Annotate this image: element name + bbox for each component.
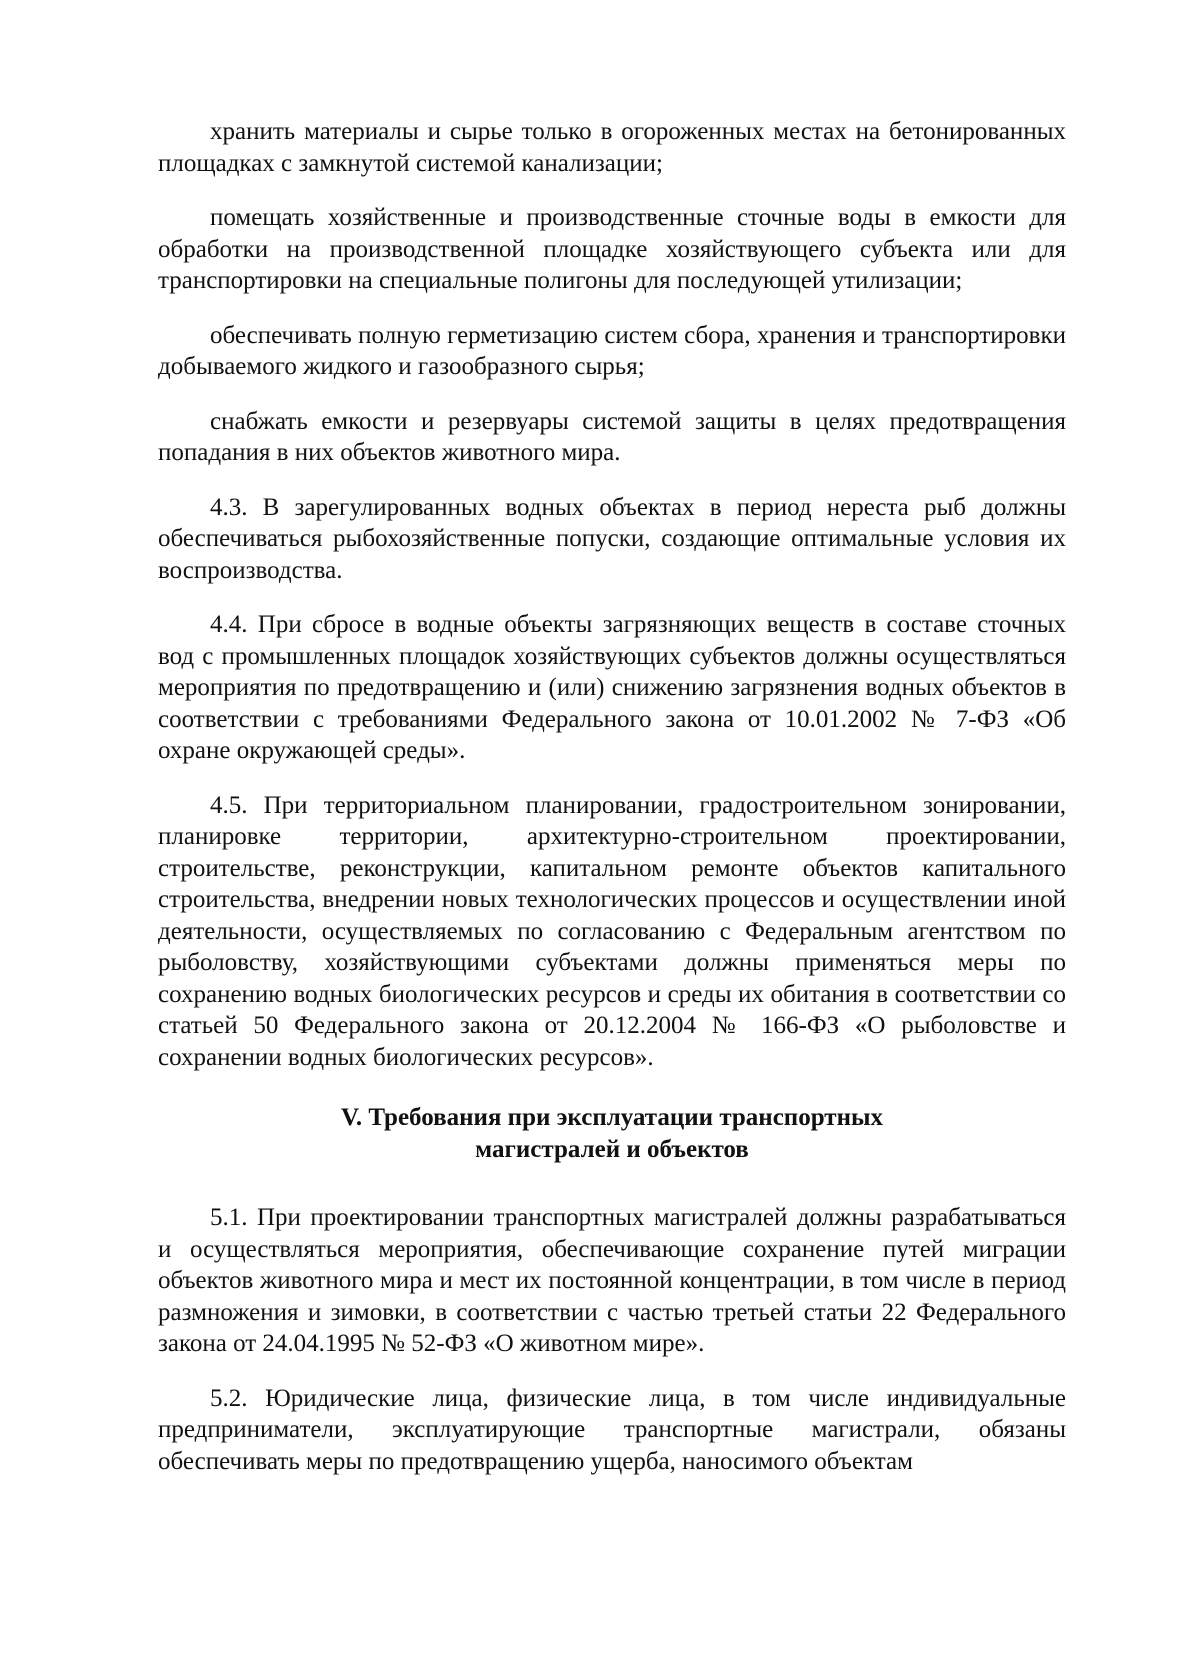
paragraph-store-materials: хранить материалы и сырье только в огороженных местах на бетонированных площадках с замкнутой системой канализации; [158, 118, 1066, 177]
document-page [158, 116, 1066, 1500]
section-heading-line1: V. Требования при эксплуатации транспортных [340, 1104, 883, 1131]
paragraph-sealing: обеспечивать полную герметизацию систем сбора, хранения и транспортировки добываемого жидкого и газообразного сырья; [158, 321, 1066, 380]
section-heading [158, 1102, 1066, 1165]
paragraph-5-2: 5.2. Юридические лица, физические лица, в том числе индивидуальные предприниматели, эксплуатирующие транспортные магистрали, обязаны обеспечивать меры по предотвращению ущерба, наносимого объектам [158, 1384, 1066, 1475]
paragraph-4-5: 4.5. При территориальном планировании, градостроительном зонировании, планировке территории, архитектурно-строительном проектировании, строительстве, реконструкции, капитальном ремонте объектов капитального строительства, внедрении новых технологических процессов и осуществлении иной деятельности, осуществляемых по согласованию с Федеральным агентством по рыболовству, хозяйствующими субъектами должны применяться меры по сохранению водных биологических ресурсов и среды их обитания в соответствии со статьей 50 Федерального закона от 20.12.2004 № 166-ФЗ «О рыболовстве и сохранении водных биологических ресурсов». [158, 791, 1066, 1071]
section-heading-line2: магистралей и объектов [475, 1135, 749, 1163]
paragraph-tanks-protection: снабжать емкости и резервуары системой защиты в целях предотвращения попадания в них объектов животного мира. [158, 407, 1066, 466]
paragraph-4-3: 4.3. В зарегулированных водных объектах в период нереста рыб должны обеспечиваться рыбохозяйственные попуски, создающие оптимальные условия их воспроизводства. [158, 493, 1066, 584]
paragraph-5-1: 5.1. При проектировании транспортных магистралей должны разрабатываться и осуществляться мероприятия, обеспечивающие сохранение путей миграции объектов животного мира и мест их постоянной концентрации, в том числе в период размножения и зимовки, в соответствии с частью третьей статьи 22 Федерального закона от 24.04.1995 № 52-ФЗ «О животном мире». [158, 1204, 1066, 1357]
paragraph-wastewater: помещать хозяйственные и производственные сточные воды в емкости для обработки на производственной площадке хозяйствующего субъекта или для транспортировки на специальные полигоны для последующей утилизации; [158, 204, 1066, 294]
paragraph-4-4: 4.4. При сбросе в водные объекты загрязняющих веществ в составе сточных вод с промышленных площадок хозяйствующих субъектов должны осуществляться мероприятия по предотвращению и (или) снижению загрязнения водных объектов в соответствии с требованиями Федерального закона от 10.01.2002 № 7-ФЗ «Об охране окружающей среды». [158, 611, 1066, 764]
